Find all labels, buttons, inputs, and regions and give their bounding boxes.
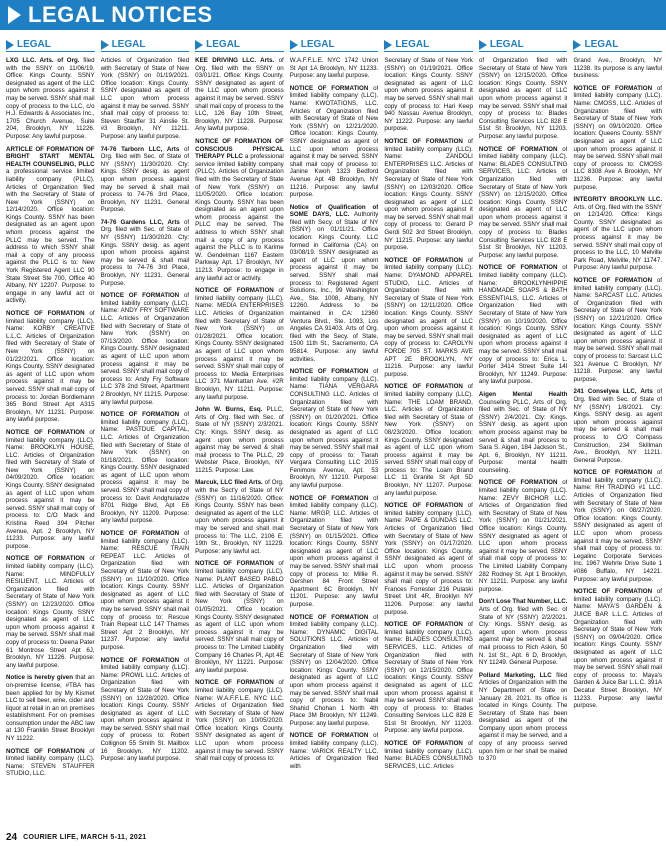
notice-body: of limited liability company (LLC). Name: KWOTATIONS, LLC. Articles of Organization filed with Secretary of State of New York (SSNY) on 12/21/2020. Office location: Kings County. SSNY designated as agent of LLC upon whom process against it may be served. SSNY shall mail copy of process to: Janine Kwoh 1323 Bedford Avenue Apt 4B Brooklyn, NY 11216. Purpose: any lawful purpose. bbox=[289, 84, 379, 199]
notice-heading: NOTICE OF FORMATION bbox=[384, 383, 463, 391]
notice-body: of limited liability company (LLC). Name: MAYA'S GARDEN & JUICE BAR L.L.C. Articles of Organization filed with Secretary of State of New York (SSNY) on 09/04/2020. Office location: Kings County. SSNY designated as agent of LLC upon whom process against it may be served. SSNY shall mail copy of process to: Maya's Garden & Juice Bar L.L.C. 391A Decatur Street Brooklyn, NY 11233. Purpose: any lawful purpose. bbox=[573, 588, 663, 710]
notice-body: of limited liability company (LLC). Name: THE LOAM BRAND, LLC. Articles of Organization filed with Secretary of State of New York (SSNY) on 08/23/2020. Office location: Kings County. SSNY designated as agent of LLC upon whom process against it may be served. SSNY shall mail copy of process to: The Loam Brand LLC 11 Granite St Apt 5D Brooklyn, NY 11207. Purpose: any lawful purpose. bbox=[384, 383, 473, 497]
notice-heading: NOTICE OF FORMATION OF CONSCIOUS PHYSICAL THERAPY PLLC bbox=[195, 137, 284, 161]
notice-column bbox=[573, 38, 662, 828]
legal-notice bbox=[101, 57, 190, 141]
notice-heading: NOTICE OF FORMATION bbox=[478, 145, 558, 153]
notice-heading: Marcuk, LLC filed Arts. bbox=[195, 479, 263, 487]
notice-heading: Notice of Qualification of SOME DAYS, LLC. bbox=[289, 203, 379, 219]
notice-body: of limited liability company (LLC). Name: DYAMOND APPAREL STUDIO, LLC. Articles of Organization filed with Secretary of State of New York (SSNY) on 12/11/2020. Office location: Kings County. SSNY designated as agent of LLC upon whom process against it may be served. SSNY shall mail copy of process to: CAROLYN FORDE 705 ST. MARKS AVE APT 2E BROOKLYN, NY 11216. Purpose: any lawful purpose. bbox=[384, 256, 473, 378]
legal-notice bbox=[573, 57, 662, 80]
notice-body: of Org. filed with the SSNY on 03/01/21. Office: Kings County. SSNY designated as agent of the LLC upon whom process against it may be served. SSNY shall mail copy of process to the LLC, 126 Bay 10th Street, Brooklyn, NY 11228. Purpose: Any lawful purpose. bbox=[195, 57, 284, 133]
column-label: LEGAL bbox=[489, 39, 524, 50]
arrow-icon bbox=[101, 40, 109, 50]
notice-body: of limited liability company (LLC). Name: PAPE & DUNDAS LLC. Articles of Organization filed with Secretary of State of New York (SSNY) on 01/17/2020. Office location: Kings County. SSNY designated as agent of LLC upon whom process against it may be served. SSNY shall mail copy of process to: Frances Forrester 216 Pulaski Street Unit 4R, Brooklyn NY 11206. Purpose: any lawful purpose. bbox=[384, 502, 473, 616]
notice-body: of limited liability company (LLC). Name: MRGP, LLC. Articles of Organization filed with Secretary of State of New York (SSNY) on 01/15/2021. Office location: Kings County. SSNY designated as agent of LLC upon whom process against it may be served. SSNY shall mail copy of process to: Millie R. Gershen 84 Front Street Apartment 6C Brooklyn, NY 11201. Purpose: any lawful purpose. bbox=[289, 494, 379, 608]
page-footer bbox=[6, 831, 147, 844]
notice-body: Authority filed with Secy. of State of NY (SSNY) on 01/11/21. Office location: Kings County. LLC formed in California (CA) on 03/08/19. SSNY designated as agent of LLC upon whom process against it may be served. SSNY shall mail process to: Registered Agent Solutions, Inc., 99 Washington Ave., Ste. 1008, Albany, NY 12260. Address to be maintained in CA: 12360 Ventura Blvd., Ste. 1093, Los Angeles CA 91403. Arts of Org. filed with the Secy. of State, 1500 11th St., Sacramento, CA 95814. Purpose: any lawful activities. bbox=[289, 211, 379, 363]
notice-body: of limited liability company (LLC). Name: PASTDUE CAPITAL, LLC. Articles of Organization filed with Secretary of State of New York (SSNY) on 01/18/2021. Office location: Kings County. SSNY designated as agent of LLC upon whom process against it may be served. SSNY shall mail copy of process to: Davit Andghuladze 8701 Ridge Blvd, Apt E6 Brooklyn, NY 11209. Purpose: any lawful purpose. bbox=[100, 411, 190, 525]
notice-body: that an on-premise license, #TBA has been applied for by My Kismet LLC to sell beer, wine, cider and liquor at retail in an on premises establishment. For on premises consumption under the ABC law at 130 Franklin Street Brooklyn NY 11222. bbox=[6, 674, 95, 743]
notice-heading: Notice is hereby given bbox=[6, 674, 74, 682]
notice-columns bbox=[6, 38, 662, 828]
legal-notice bbox=[384, 383, 473, 497]
notice-column bbox=[101, 38, 190, 828]
legal-notice bbox=[479, 598, 568, 666]
notice-body: of limited liability company (LLC). Name: PROWL LLC. Articles of Organization filed with Secretary of State of New York (SSNY) on 12/28/2020. Office location: Kings County. SSNY designated as agent of LLC upon whom process against it may be served. SSNY shall mail copy of process to: Robert Collignon 55 Smith St. Mailbox 16 Brooklyn, NY 11202. Purpose: any lawful purpose. bbox=[100, 656, 190, 763]
notice-body: a professional service limited liability company (PLLC). Articles of Organization filed with the Secretary of State of New York (SSNY) on 12/14/2020. Office location: Kings County. SSNY has been designated as an agent upon whom process against the PLLC may be served. The address to which SSNY shall mail a copy of any process against the PLLC is to: New York Registered Agent LLC 90 State Street Ste 700, Office 40 Albany, NY 12207. Purpose: to engage in any lawful act or activity. bbox=[6, 168, 95, 305]
notice-body: of limited liability company (LLC). Name: PLANT BASED PABLO LLC. Articles of Organization filed with Secretary of State of New York (SSNY) on 01/05/2021. Office location: Kings County. SSNY designated as agent of LLC upon whom process against it may be served. SSNY shall mail copy of process to: The Limited Liability Company 16 Charles Pl, Apt 4E Brooklyn, NY 11221. Purpose: any lawful purpose. bbox=[195, 560, 284, 674]
publication-line: COURIER LIFE, MARCH 5-11, 2021 bbox=[23, 834, 147, 841]
notice-heading: NOTICE OF FORMATION bbox=[289, 494, 369, 502]
arrow-icon bbox=[384, 40, 392, 50]
notice-body: PLLC, Arts of Org. filed with Sec. of State of NY (SSNY) 2/3/2021. Cty: Kings. SSNY desig. as agent upon whom process against may be served & shall mail process to The PLLC, 29 Webster Place, Brooklyn, NY 11215. Purpose: Law. bbox=[195, 406, 284, 474]
section-title: LEGAL NOTICES bbox=[28, 2, 213, 27]
notice-heading: NOTICE OF FORMATION bbox=[478, 479, 558, 487]
arrow-icon bbox=[6, 40, 14, 50]
column-header bbox=[195, 38, 284, 52]
notice-heading: NOTICE OF FORMATION bbox=[6, 428, 85, 436]
notice-column bbox=[195, 38, 284, 828]
notice-heading: NOTICE OF FORMATION bbox=[573, 469, 653, 477]
notice-body: of limited liability company (LLC). Name: ZANDOLI ENTERPRISES LLC. Articles of Organization filed with Secretary of State of New York (SSNY) on 12/03/2020. Office location: Kings County. SSNY designated as agent of LLC upon whom process against it may be served. SSNY shall mail copy of process to: Gerard P Gerdi 502 3rd Street Brooklyn, NY 11215. Purpose: any lawful purpose. bbox=[384, 137, 473, 252]
legal-notice bbox=[479, 146, 568, 260]
notice-body: Secretary of State of New York (SSNY) on 01/19/2021. Office location: Kings County. SSNY designated as agent of LLC upon whom process against it may be served. SSNY shall mail copy of process to: Hari Keep 940 Nassau Avenue Brooklyn, NY 11222. Purpose: any lawful purpose. bbox=[384, 57, 473, 133]
notice-heading: NOTICE OF FORMATION bbox=[195, 679, 274, 687]
notice-body: Arts. of Org. filed with the SSNY on 12/14/20. Office: Kings County. SSNY designated as agent of the LLC upon whom process against it may be served. SSNY shall mail copy of process to the LLC, 10 Melville Park Road, Melville, NY 11747. Purpose: Any lawful purpose. bbox=[573, 203, 663, 272]
notice-heading: NOTICE OF FORMATION bbox=[100, 292, 180, 300]
notice-body: of limited liability company (LLC). Name: TIANA VERGARA CONSULTING LLC. Articles of Organization filed with Secretary of State of New York (SSNY) on 01/20/2021. Office location: Kings County. SSNY designated as agent of LLC upon whom process against it may be served. SSNY shall mail copy of process to: Tiarah Vergara Consulting LLC 2015 Fenimore Avenue, Apt. 53 Brooklyn, NY 11210. Purpose: any lawful purpose. bbox=[289, 368, 379, 490]
legal-notice bbox=[195, 479, 284, 555]
notice-body: Counseling PLLC, Arts of Org. filed with Sec. of State of NY (SSNY) 2/4/2021. Cty: Kings. SSNY desig. as agent upon whom process against may be served & shall mail process to Sara S. Aigen, 184 Jackson St., Apt. 6, Brooklyn, NY 11211. Purpose: mental health counseling. bbox=[478, 398, 568, 474]
arrow-icon bbox=[479, 40, 487, 50]
notice-body: of Org. filed with Sec. of State of NY (SSNY) 11/30/2020. Cty: Kings. SSNY desig. as agent upon whom process against may be served & shall mail process to 74-76 3rd Place, Brooklyn, NY 11231. General Purpose. bbox=[100, 218, 190, 287]
legal-notice bbox=[6, 555, 95, 669]
column-label: LEGAL bbox=[206, 39, 241, 50]
notice-heading: Aigen Mental Health bbox=[478, 390, 568, 398]
notice-heading: NOTICE OF FORMATION bbox=[6, 310, 85, 317]
notice-body: of limited liability company (LLC). Name: BROOKLYNHIPPIE HANDMADE SOAPS & BATH ESSENTIALS, LLC. Articles of Organization filed with Secretary of State of New York (SSNY) on 10/19/2020. Office location: Kings County. SSNY designated as agent of LLC upon whom process against it may be served. SSNY shall mail copy of process to: Erica L. Porter 3414 Street Suite 14I Brooklyn, NY 11249. Purpose: any lawful purpose. bbox=[478, 264, 568, 386]
legal-notice bbox=[384, 502, 473, 616]
notice-body: Arts of Org. filed with Sec. of State of NY (SSNY) 2/2/2021. Cty: Kings. SSNY desig. as agent upon whom process against may be served & shall mail process to Rich Askin, 50 N. 1st St., Apt. 6 D, Brooklyn, NY 11249. General Purpose. bbox=[478, 605, 568, 667]
notice-heading: NOTICE OF FORMATION bbox=[384, 621, 463, 629]
notice-body: Grand Ave., Brooklyn, NY 11238. Its purpose is any lawful business. bbox=[573, 57, 663, 80]
column-header bbox=[479, 38, 568, 52]
notice-heading: NOTICE OF FORMATION bbox=[289, 84, 369, 92]
section-header bbox=[0, 0, 666, 30]
column-label: LEGAL bbox=[395, 39, 430, 50]
legal-notice bbox=[290, 368, 379, 490]
notice-body: of Org. filed with Sec. of State of NY (SSNY) 11/30/2020. Cty: Kings. SSNY desig. as agent upon whom process against may be served & shall mail process to 74-76 3rd Place, Brooklyn, NY 11231. General Purpose. bbox=[100, 145, 190, 214]
column-header bbox=[6, 38, 95, 52]
notice-body: of limited liability company (LLC). Name: SARCAST LLC. Articles of Organization filed with Secretary of State of New York (SSNY) on 12/21/2020. Office location: Kings County. SSNY designated as agent of LLC upon whom process against it may be served. SSNY shall mail copy of process to: Sarcast LLC 321 Avenue C Brooklyn, NY 11218. Purpose: any lawful purpose. bbox=[573, 277, 663, 383]
legal-notice bbox=[479, 264, 568, 386]
notice-heading: Pollard Marketing, LLC bbox=[478, 671, 552, 679]
column-header bbox=[573, 38, 662, 52]
legal-notice bbox=[101, 146, 190, 214]
notice-body: of Organization filed with Secretary of State of New York (SSNY) on 12/15/2020. Office location: Kings County. SSNY designated as agent of LLC upon whom process against it may be served. SSNY shall mail copy of process to: Blades Consulting Services LLC 828 E 51st St Brooklyn, NY 11203. Purpose: any lawful purpose. bbox=[478, 57, 568, 140]
legal-notice bbox=[573, 469, 662, 583]
column-header bbox=[384, 38, 473, 52]
notice-body: of limited liability company (LLC). Name: ANDY FRY SOFTWARE LLC. Articles of Organization filed with Secretary of State of New York (SSNY) on 07/13/2020. Office location: Kings County. SSNY designated as agent of LLC upon whom process against it may be served. SSNY shall mail copy of process to: Andy Fry Software LLC 378 2nd Street, Apartment 2 Brooklyn, NY 11215. Purpose: any lawful purpose. bbox=[100, 292, 190, 406]
notice-column bbox=[6, 38, 95, 828]
legal-notice bbox=[6, 674, 95, 742]
notice-body: of limited liability company (LLC). Name: CMOSS, LLC. Articles of Organization filed with Secretary of State of New York (SSNY) on 09/10/2020. Office location: Queens County. SSNY designated as agent of LLC upon whom process against it may be served. SSNY shall mail copy of process to: CMOSS LLC 8308 Ave A Brooklyn, NY 11236. Purpose: any lawful purpose. bbox=[573, 84, 663, 191]
column-label: LEGAL bbox=[300, 39, 335, 50]
legal-notice bbox=[6, 748, 95, 778]
notice-heading: NOTICE OF FORMATION bbox=[573, 588, 653, 596]
legal-notice bbox=[290, 495, 379, 609]
legal-notice bbox=[573, 196, 662, 272]
page-number: 24 bbox=[6, 832, 18, 843]
notice-heading: NOTICE OF FORMATION bbox=[195, 287, 274, 295]
notice-heading: NOTICE OF FORMATION bbox=[100, 530, 180, 538]
column-header bbox=[290, 38, 379, 52]
legal-notice bbox=[6, 146, 95, 305]
legal-notice bbox=[479, 672, 568, 763]
notice-body: a professional service limited liability company (PLLC). Articles of Organization filed with the Secretary of State of New York (SSNY) on 11/05/2020. Office location: Kings County. SSNY has been designated as an agent upon whom process against the PLLC may be served. The address to which SSNY shall mail a copy of any process against the PLLC is to Karime W. Gendelman 1167 Eastern Parkway Apt. 17 Brooklyn, NY 11213. Purpose: to engage in any lawful act or activity. bbox=[195, 153, 284, 282]
notice-heading: John W. Burns, Esq. bbox=[195, 406, 263, 414]
legal-notice bbox=[384, 621, 473, 735]
legal-notice bbox=[195, 560, 284, 674]
notice-heading: NOTICE OF FORMATION bbox=[289, 368, 369, 376]
notice-heading: ARTICLE OF FORMATION OF BRIGHT START MENTAL HEALTH COUNSELING, PLLC bbox=[6, 145, 95, 168]
notice-heading: 74-76 Tarborn LLC, Arts bbox=[100, 145, 180, 153]
notice-heading: NOTICE OF FORMATION bbox=[100, 411, 180, 419]
legal-notice bbox=[290, 85, 379, 199]
notice-body: of limited liability company (LLC). Name: BLADES CONSULTING SERVICES, LLC. Articles of Organization filed with Secretary of State of New York (SSNY) on 12/15/2020. Office location: Kings County. SSNY designated as agent of LLC upon whom process against it may be served. SSNY shall mail copy of process to: Blades Consulting Services LLC 828 E 51st St Brooklyn, NY 11203. Purpose: any lawful purpose. bbox=[384, 621, 473, 735]
notice-heading: NOTICE OF FORMATION bbox=[195, 560, 274, 568]
legal-notice bbox=[290, 57, 379, 80]
column-label: LEGAL bbox=[111, 39, 146, 50]
notice-column bbox=[290, 38, 379, 828]
legal-notice bbox=[6, 57, 95, 141]
legal-notice bbox=[290, 204, 379, 363]
notice-heading: NOTICE OF FORMATION bbox=[384, 502, 463, 510]
legal-notice bbox=[384, 57, 473, 133]
notice-body: of limited liability company (LLC). Name: BLADES CONSULTING SERVICES, LLC. Articles bbox=[384, 740, 473, 770]
legal-notice bbox=[573, 388, 662, 464]
notice-heading: NOTICE OF FORMATION bbox=[6, 747, 85, 755]
legal-notice bbox=[384, 138, 473, 252]
header-arrow-icon bbox=[8, 6, 21, 24]
notice-body: W.A.F.F.L.E. NYC 1742 Union St Apt 1A Brooklyn, NY 11233. Purpose: any lawful purpose. bbox=[289, 57, 379, 80]
notice-heading: INTEGRITY BROOKLYN LLC. bbox=[573, 196, 663, 204]
arrow-icon bbox=[573, 40, 581, 50]
notice-heading: NOTICE OF FORMATION bbox=[384, 137, 463, 145]
notice-body: of limited liability company (LLC). Name: BLADES CONSULTING SERVICES, LLC. Articles of Organization filed with Secretary of State of New York (SSNY) on 12/15/2020. Office location: Kings County. SSNY designated as agent of LLC upon whom process against it may be served. SSNY shall mail copy of process to: Blades Consulting Services LLC 828 E 51st St Brooklyn, NY 11203. Purpose: any lawful purpose. bbox=[478, 145, 568, 259]
legal-notice bbox=[479, 479, 568, 593]
notice-body: Articles of Organization filed with Secretary of State of New York (SSNY) on 01/19/2021. Office location: Kings County. SSNY designated as agent of LLC upon whom process against it may be served. SSNY shall mail copy of process to: Steven Stauffer 31 Ainslie St. #3 Brooklyn, NY 11211. Purpose: any lawful purpose. bbox=[100, 57, 190, 140]
notice-body: of limited liability company (LLC). Name: DYNAMIC DIGITAL SOLUTIONS LLC. Articles of Organization filed with Secretary of State of New York (SSNY) on 12/04/2020. Office location: Kings County. SSNY designated as agent of LLC upon whom process against it may be served. SSNY shall mail copy of process to: Nabil Shahid Chohan 1 North 4th Place 3M Brooklyn, NY 11249. Purpose: any lawful purpose. bbox=[289, 613, 379, 727]
notice-heading: 74-76 Gardens LLC, Arts bbox=[100, 218, 180, 226]
legal-notice bbox=[195, 287, 284, 401]
notice-body: of limited liability company (LLC). Name: MEDIA ENTERPRISES LLC. Articles of Organization filed with Secretary of State of New York (SSNY) on 01/28/2021. Office location: Kings County. SSNY designated as agent of LLC upon whom process against it may be served. SSNY shall mail copy of process to: Media Enterprises LLC 371 Manhattan Ave. #2R Brooklyn, NY 11211. Purpose: any lawful purpose. bbox=[195, 287, 284, 401]
notice-body: of Org. filed with Sec. of State of NY (SSNY) 1/8/2021. Cty: Kings. SSNY desig. as agent upon whom process against may be served & shall mail process to C/O Compass Construction, 234 Skillman Ave., Brooklyn, NY 11211. General Purpose. bbox=[573, 388, 663, 464]
notice-heading: LXG LLC. Arts. of Org. bbox=[6, 57, 80, 64]
notice-body: of limited liability company (LLC). Name: W.A.F.F.L.E. NYC LLC. Articles of Organization filed with Secretary of State of New York (SSNY) on 10/05/2020. Office location: Kings County. SSNY designated as agent of LLC upon whom process against it may be served. SSNY shall mail copy of process to: bbox=[195, 679, 284, 763]
arrow-icon bbox=[290, 40, 298, 50]
notice-column bbox=[479, 38, 568, 828]
notice-heading: 241 Conselyea LLC, Arts bbox=[573, 388, 653, 396]
legal-notice bbox=[6, 429, 95, 551]
notice-heading: NOTICE OF FORMATION bbox=[289, 732, 369, 740]
notice-body: of limited liability company (LLC). Name: BROOKLYN HOUSE, LLC. Articles of Organization filed with Secretary of State of New York (SSNY) on 04/09/2020. Office location: Kings County. SSNY designated as agent of LLC upon whom process against it may be served. SSNY shall mail copy of process to: C/O Mack and Kristina Reed 394 Pitcher Avenue, Apt. 2 Brooklyn, NY 11233. Purpose: any lawful purpose. bbox=[6, 428, 95, 550]
notice-body: filed with the SSNY on 11/06/19. Office: Kings County. SSNY designated as agent of the LLC upon whom process against it may be served. SSNY shall mail copy of process to the LLC, c/o H.J. Edwards & Associates Inc., 1705 Church Avenue, Suite 204, Brooklyn, NY 11226. Purpose: Any lawful purpose. bbox=[6, 57, 95, 140]
legal-notice bbox=[101, 411, 190, 525]
legal-notice bbox=[101, 292, 190, 406]
notice-heading: NOTICE OF FORMATION bbox=[478, 264, 558, 272]
legal-notice bbox=[573, 85, 662, 191]
notice-heading: NOTICE OF FORMATION bbox=[384, 740, 463, 748]
arrow-icon bbox=[195, 40, 203, 50]
legal-notice bbox=[195, 57, 284, 133]
legal-notice bbox=[6, 310, 95, 424]
legal-notice bbox=[195, 679, 284, 763]
notice-body: of limited liability company (LLC). Name: VARICK REALTY LLC. Articles of Organization filed with bbox=[289, 732, 379, 770]
notice-body: of limited liability company (LLC). Name: RESCUE TRAIN REPEAT LLC. Articles of Organization filed with Secretary of State of New York (SSNY) on 11/10/2020. Office location: Kings County. SSNY designated as agent of LLC upon whom process against it may be served. SSNY shall mail copy of process to: Rescue Train Repeat LLC 147 Thames Street Apt 2 Brooklyn, NY 11237. Purpose: any lawful purpose. bbox=[100, 530, 190, 651]
column-label: LEGAL bbox=[17, 39, 51, 50]
legal-notice bbox=[384, 257, 473, 379]
column-label: LEGAL bbox=[584, 39, 619, 50]
notice-body: of limited liability company (LLC). Name: STEVEN STAUFFER STUDIO, LLC. bbox=[6, 747, 95, 778]
notice-heading: KEE DRIVING LLC. Arts. bbox=[195, 57, 275, 64]
notice-heading: NOTICE OF FORMATION bbox=[573, 277, 653, 285]
legal-notice bbox=[573, 588, 662, 710]
notice-body: of limited liability company (LLC). Name: MINDFULLY RESILIENT, LLC. Articles of Organization filed with Secretary of State of New York (SSNY) on 12/23/2020. Office location: Kings County. SSNY designated as agent of LLC upon whom process against it may be served. SSNY shall mail copy of process to: Deena Pater 61 Montrose Street Apt 6J, Brooklyn, NY 11226. Purpose: any lawful purpose. bbox=[6, 555, 95, 669]
notice-body: of Org. with the Sect'y of State of NY (SSNY) on 11/16/2020. Office: Kings County. SSNY has been designated as agent of the LLC upon whom process against it may be served and shall mail process to: The LLC, 2106 E. 19th St., Brooklyn, NY 11229. Purpose: any lawful act. bbox=[195, 479, 284, 555]
legal-notice bbox=[479, 57, 568, 141]
legal-notice bbox=[195, 138, 284, 282]
notice-heading: Don't Lose That Number, LLC. bbox=[478, 598, 568, 606]
notice-body: of limited liability company (LLC). Name: ZEVY BICHOR LLC. Articles of Organization filed with Secretary of State of New York (SSNY) on 01/21/2021. Office location: Kings County. SSNY designated as agent of LLC upon whom process against it may be served. SSNY shall mail copy of process to: The Limited Liability Company 282 Rodney St. Apt 1 Brooklyn, NY 11211. Purpose: any lawful purpose. bbox=[478, 479, 568, 593]
legal-notice bbox=[573, 277, 662, 383]
notice-body: of limited liability company (LLC). Name: KORBY CREATIVE L.L.C. Articles of Organization filed with Secretary of State of New York (SSNY) on 01/22/2021. Office location: Kings County. SSNY designated as agent of LLC upon whom process against it may be served. SSNY shall mail copy of process to: Jordan Bordlemann 365 Bond Street Apt A315 Brooklyn, NY 11231. Purpose: any lawful purpose. bbox=[6, 310, 95, 424]
column-header bbox=[101, 38, 190, 52]
legal-notice bbox=[101, 657, 190, 763]
notice-heading: NOTICE OF FORMATION bbox=[384, 256, 463, 264]
legal-notice bbox=[195, 406, 284, 474]
notice-heading: NOTICE OF FORMATION bbox=[100, 656, 180, 664]
legal-notice bbox=[290, 732, 379, 770]
notice-column bbox=[384, 38, 473, 828]
notice-body: filed Articles of Organization with the NY Department of State on January 28, 2021. Its office is located in Kings County. The Secretary of State has been designated as agent of the Company upon whom process against it may be served, and a copy of any process served upon him or her shall be mailed to 370 bbox=[478, 671, 568, 763]
notice-heading: NOTICE OF FORMATION bbox=[6, 555, 85, 563]
legal-notice bbox=[384, 740, 473, 770]
legal-notice bbox=[290, 614, 379, 728]
legal-notice bbox=[479, 391, 568, 475]
notice-heading: NOTICE OF FORMATION bbox=[289, 613, 369, 621]
notice-heading: NOTICE OF FORMATION bbox=[573, 84, 653, 92]
legal-notice bbox=[101, 219, 190, 287]
notice-body: of limited liability company (LLC). Name: RH TRADING #1 LLC. Articles of Organization filed with Secretary of State of New York (SSNY) on 08/27/2020. Office location: Kings County. SSNY designated as agent of LLC upon whom process against it may be served. SSNY shall mail copy of process to: Legalinc Corporate Services Inc. 1967 Wehrle Drive Suite 1 #086 Buffalo, NY 14221. Purpose: any lawful purpose. bbox=[573, 469, 663, 583]
legal-notice bbox=[101, 530, 190, 652]
